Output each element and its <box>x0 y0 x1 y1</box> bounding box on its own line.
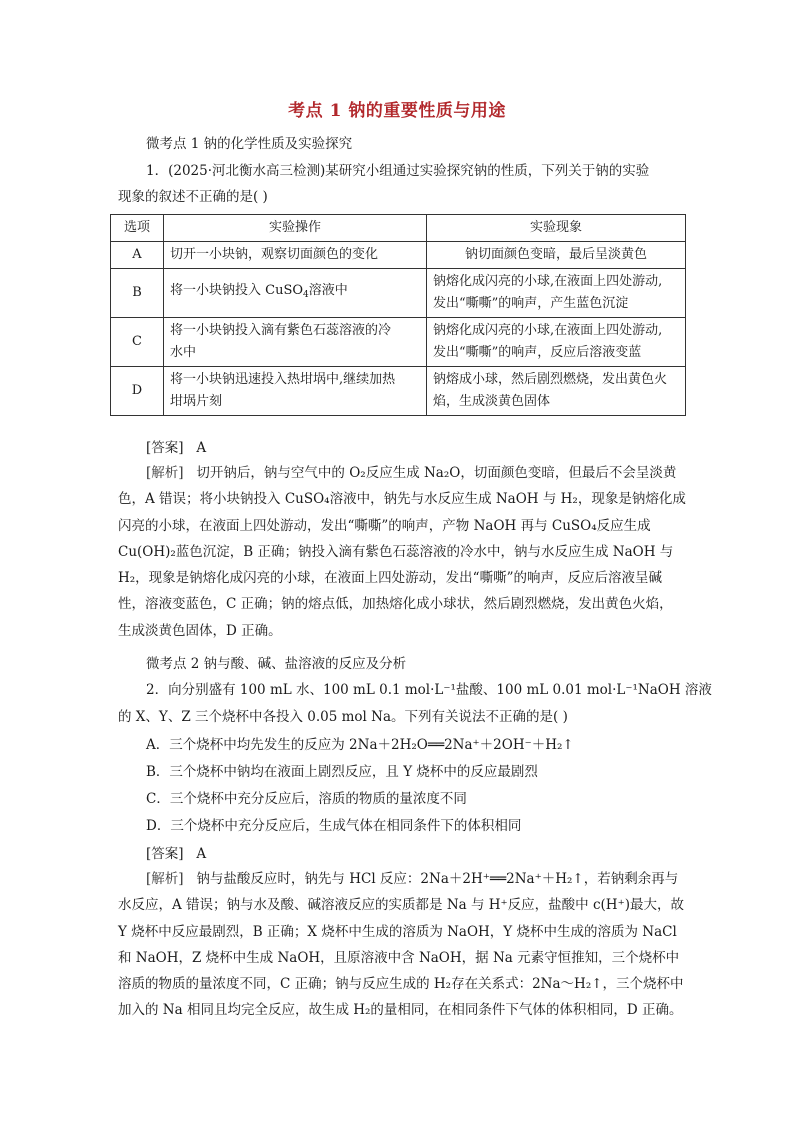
section2-heading: 微考点 2 钠与酸、碱、盐溶液的反应及分析 <box>146 656 407 672</box>
page-title: 考点 1 钠的重要性质与用途 <box>288 101 506 121</box>
row-phenomenon: 钠熔化成闪亮的小球,在液面上四处游动, 发出“嘶嘶”的响声，产生蓝色沉淀 <box>427 269 686 318</box>
row-phenomenon: 钠熔化成闪亮的小球,在液面上四处游动, 发出“嘶嘶”的响声，反应后溶液变蓝 <box>427 318 686 367</box>
row-option: B <box>111 269 164 318</box>
row-operation: 将一小块钠迅速投入热坩埚中,继续加热 坩埚片刻 <box>164 367 427 416</box>
section1-heading: 微考点 1 钠的化学性质及实验探究 <box>146 136 353 152</box>
answer-label: [答案] <box>146 440 184 456</box>
q2-answer <box>146 844 206 864</box>
header-phenomenon: 实验现象 <box>427 215 686 242</box>
q1-stem-line2: 现象的叙述不正确的是( ) <box>118 189 268 205</box>
q2-analysis <box>118 866 686 1024</box>
answer-label: [答案] <box>146 846 184 862</box>
q1-stem-line1: 1．(2025·河北衡水高三检测)某研究小组通过实验探究钠的性质，下列关于钠的实验 <box>146 163 650 179</box>
analysis-label: [解析] <box>146 465 184 481</box>
row-phenomenon: 钠切面颜色变暗，最后呈淡黄色 <box>427 242 686 269</box>
table-row <box>111 242 686 269</box>
header-operation: 实验操作 <box>164 215 427 242</box>
q2-stem-line2: 的 X、Y、Z 三个烧杯中各投入 0.05 mol Na。下列有关说法不正确的是( ) <box>118 709 568 725</box>
row-operation: 切开一小块钠，观察切面颜色的变化 <box>164 242 427 269</box>
q2-option-b: B．三个烧杯中钠均在液面上剧烈反应，且 Y 烧杯中的反应最剧烈 <box>146 764 538 780</box>
header-option: 选项 <box>111 215 164 242</box>
table-row <box>111 318 686 367</box>
row-option: A <box>111 242 164 269</box>
row-option: D <box>111 367 164 416</box>
answer-value: A <box>196 440 207 456</box>
answer-value: A <box>196 846 207 862</box>
table-row <box>111 367 686 416</box>
row-operation: 将一小块钠投入 CuSO$_4$溶液中 <box>164 269 427 318</box>
row-option: C <box>111 318 164 367</box>
q2-option-d: D．三个烧杯中充分反应后，生成气体在相同条件下的体积相同 <box>146 818 522 834</box>
q2-stem-line1: 2．向分别盛有 100 mL 水、100 mL 0.1 mol·L⁻¹盐酸、100 mL 0.01 mol·L⁻¹NaOH 溶液 <box>146 682 712 698</box>
q2-option-a: A．三个烧杯中均先发生的反应为 2Na＋2H₂O══2Na⁺＋2OH⁻＋H₂↑ <box>146 737 574 753</box>
q1-answer <box>146 438 206 458</box>
q2-option-c: C．三个烧杯中充分反应后，溶质的物质的量浓度不同 <box>146 791 467 807</box>
analysis-text: 钠与盐酸反应时，钠先与 HCl 反应：2Na＋2H⁺══2Na⁺＋H₂↑，若钠剩余再与水反应，A 错误；钠与水及酸、碱溶液反应的实质都是 Na 与 H⁺反应，盐酸中 c(H⁺)最大，故 Y 烧杯中反应最剧烈，B 正确；X 烧杯中生成的溶质为 NaOH，Y 烧杯中生成的溶质为 NaCl 和 NaOH，Z 烧杯中生成 NaOH，且原溶液中含 NaOH，据 Na 元素守恒推知，三个烧杯中溶质的物质的量浓度不同，C 正确；钠与反应生成的 H₂存在关系式：2Na～H₂↑，三个烧杯中加入的 Na 相同且均完全反应，故生成 H₂的量相同，在相同条件下气体的体积相同，D 正确。 <box>118 871 684 1019</box>
table-header-row <box>111 215 686 242</box>
row-phenomenon: 钠熔成小球，然后剧烈燃烧，发出黄色火 焰，生成淡黄色固体 <box>427 367 686 416</box>
experiment-table <box>110 214 686 416</box>
analysis-label: [解析] <box>146 871 184 887</box>
q1-analysis <box>118 460 686 644</box>
table-row <box>111 269 686 318</box>
row-operation: 将一小块钠投入滴有紫色石蕊溶液的冷 水中 <box>164 318 427 367</box>
analysis-text: 切开钠后，钠与空气中的 O₂反应生成 Na₂O，切面颜色变暗，但最后不会呈淡黄色，A 错误；将小块钠投入 CuSO₄溶液中，钠先与水反应生成 NaOH 与 H₂，现象是钠熔化成闪亮的小球，在液面上四处游动，发出“嘶嘶”的响声，产物 NaOH 再与 CuSO₄反应生成 Cu(OH)₂蓝色沉淀，B 正确；钠投入滴有紫色石蕊溶液的冷水中，钠与水反应生成 NaOH 与 H₂，现象是钠熔化成闪亮的小球，在液面上四处游动，发出“嘶嘶”的响声，反应后溶液呈碱性，溶液变蓝色，C 正确；钠的熔点低，加热熔化成小球状，然后剧烈燃烧，发出黄色火焰，生成淡黄色固体，D 正确。 <box>118 465 686 639</box>
